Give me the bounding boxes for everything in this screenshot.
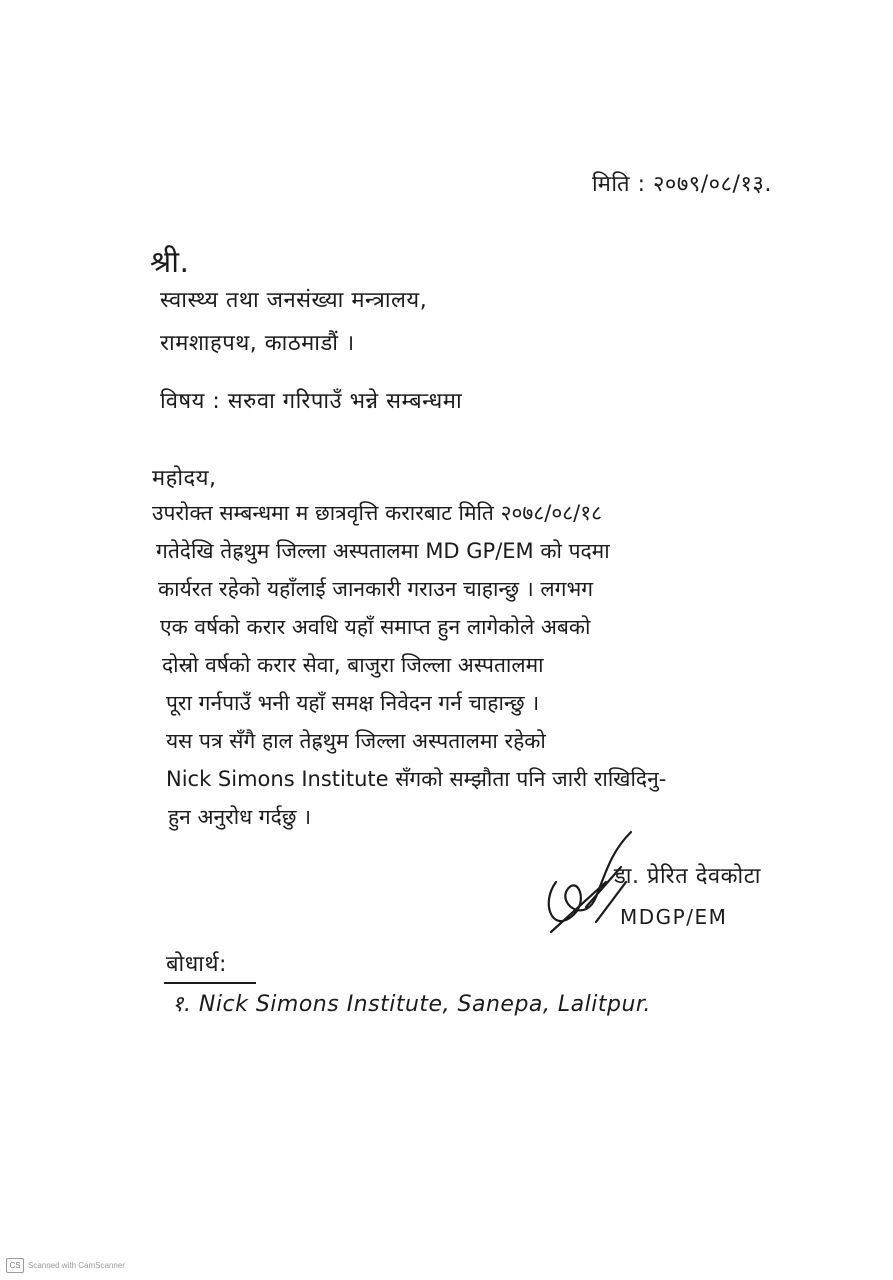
salutation-shree: श्री. xyxy=(150,245,190,280)
body-line: यस पत्र सँगै हाल तेह्रथुम जिल्ला अस्पतालमा रहेको xyxy=(166,729,546,753)
cc-item: १. Nick Simons Institute, Sanepa, Lalitpur. xyxy=(172,992,651,1017)
body-line: Nick Simons Institute सँगको सम्झौता पनि जारी राखिदिनु- xyxy=(166,767,667,791)
letter-body xyxy=(152,494,852,836)
signatory-degree: MDGP/EM xyxy=(620,905,728,929)
greeting: महोदय, xyxy=(152,466,217,491)
body-line: एक वर्षको करार अवधि यहाँ समाप्त हुन लागेकोले अबको xyxy=(160,615,591,639)
scanner-watermark xyxy=(6,1258,125,1273)
body-line: कार्यरत रहेको यहाँलाई जानकारी गराउन चाहान्छु । लगभग xyxy=(158,577,594,601)
letter-date: मिति : २०७९/०८/१३. xyxy=(592,172,772,197)
cc-title-underline xyxy=(164,982,256,984)
addressee-line-1: स्वास्थ्य तथा जनसंख्या मन्त्रालय, xyxy=(160,288,428,313)
body-line: गतेदेखि तेह्रथुम जिल्ला अस्पतालमा MD GP/EM को पदमा xyxy=(156,539,610,563)
scanner-text: Scanned with CamScanner xyxy=(28,1261,125,1270)
signatory-name: डा. प्रेरित देवकोटा xyxy=(614,864,761,889)
cc-title: बोधार्थ: xyxy=(166,952,227,977)
body-line: पूरा गर्नपाउँ भनी यहाँ समक्ष निवेदन गर्न चाहान्छु । xyxy=(166,691,540,715)
camscanner-icon: CS xyxy=(6,1258,24,1273)
subject-line: विषय : सरुवा गरिपाउँ भन्ने सम्बन्धमा xyxy=(160,389,463,414)
body-line: हुन अनुरोध गर्दछु । xyxy=(168,805,312,829)
body-line: दोस्रो वर्षको करार सेवा, बाजुरा जिल्ला अस्पतालमा xyxy=(162,653,544,677)
body-line: उपरोक्त सम्बन्धमा म छात्रवृत्ति करारबाट मिति २०७८/०८/१८ xyxy=(152,501,603,525)
addressee-line-2: रामशाहपथ, काठमाडौं । xyxy=(160,331,355,356)
